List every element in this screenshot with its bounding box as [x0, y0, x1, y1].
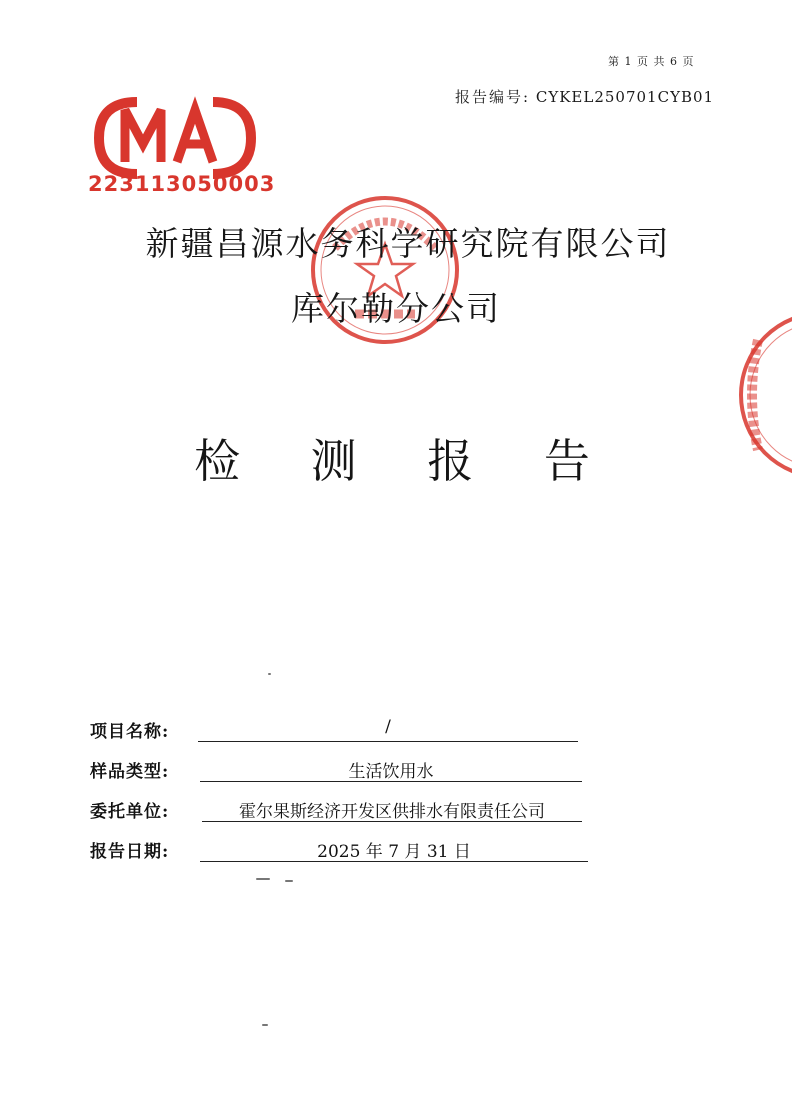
report-date-value: 2025 年 7 月 31 日: [200, 837, 588, 862]
project-name-label: 项目名称:: [90, 722, 170, 742]
report-number: [455, 86, 715, 107]
sample-type-label: 样品类型:: [90, 762, 170, 782]
info-row-report-date: [90, 837, 590, 871]
report-title: 检 测 报 告: [194, 434, 618, 488]
scan-speck: [285, 880, 293, 882]
scan-speck: [262, 1024, 268, 1026]
report-number-value: CYKEL250701CYB01: [535, 88, 715, 106]
info-row-client: [90, 797, 590, 831]
report-date-label: 报告日期:: [90, 842, 170, 862]
company-name-line2: 库尔勒分公司: [291, 289, 501, 328]
scan-speck: [268, 673, 271, 675]
info-row-sample-type: [90, 757, 590, 791]
client-label: 委托单位:: [90, 802, 170, 822]
scan-speck: [256, 878, 270, 880]
project-name-value: /: [198, 717, 578, 742]
info-row-project: [90, 717, 590, 751]
report-number-label: 报告编号:: [455, 88, 531, 106]
sample-type-value: 生活饮用水: [200, 757, 582, 782]
company-name-line1: 新疆昌源水务科学研究院有限公司: [145, 224, 671, 263]
cma-certificate-code: 223113050003: [88, 172, 276, 196]
page-counter: 第 1 页 共 6 页: [608, 55, 695, 68]
client-value: 霍尔果斯经济开发区供排水有限责任公司: [202, 797, 582, 822]
